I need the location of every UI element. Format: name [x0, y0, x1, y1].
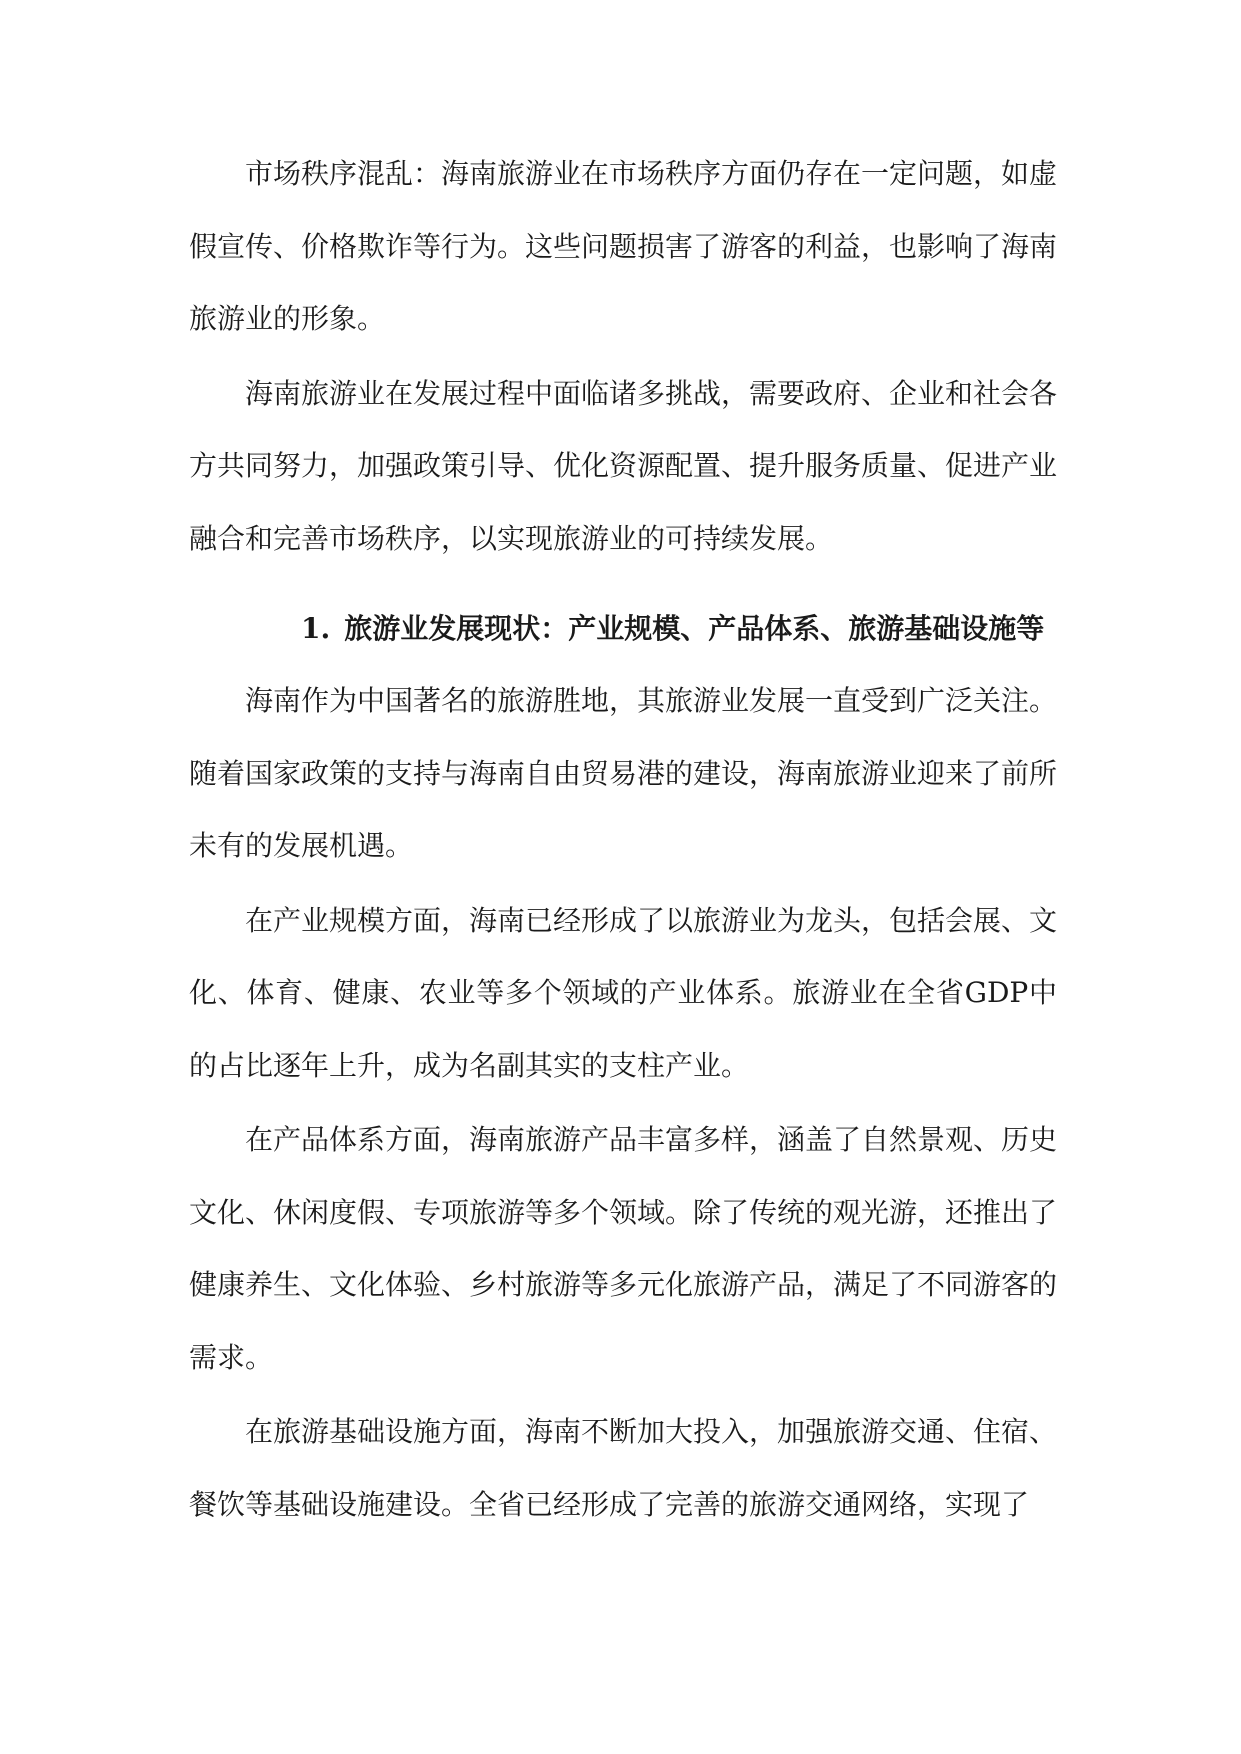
- paragraph-industry-scale: 在产业规模方面，海南已经形成了以旅游业为龙头，包括会展、文化、体育、健康、农业等多个领域的产业体系。旅游业在全省GDP中的占比逐年上升，成为名副其实的支柱产业。: [189, 903, 1058, 1082]
- paragraph-overview: 海南作为中国著名的旅游胜地，其旅游业发展一直受到广泛关注。随着国家政策的支持与海南自由贸易港的建设，海南旅游业迎来了前所未有的发展机遇。: [189, 684, 1058, 862]
- paragraph-infrastructure: 在旅游基础设施方面，海南不断加大投入，加强旅游交通、住宿、餐饮等基础设施建设。全省已经形成了完善的旅游交通网络，实现了: [189, 1415, 1058, 1521]
- section-title: 旅游业发展现状：产业规模、产品体系、旅游基础设施等: [344, 612, 1045, 645]
- section-heading: [189, 593, 1057, 665]
- paragraph-product-system: 在产品体系方面，海南旅游产品丰富多样，涵盖了自然景观、历史文化、休闲度假、专项旅游等多个领域。除了传统的观光游，还推出了健康养生、文化体验、乡村旅游等多元化旅游产品，满足了不同游客的需求。: [189, 1123, 1058, 1374]
- section-number: 1.: [301, 612, 331, 645]
- paragraph-market-order: 市场秩序混乱：海南旅游业在市场秩序方面仍存在一定问题，如虚假宣传、价格欺诈等行为。这些问题损害了游客的利益，也影响了海南旅游业的形象。: [189, 157, 1058, 335]
- paragraph-challenges-summary: 海南旅游业在发展过程中面临诸多挑战，需要政府、企业和社会各方共同努力，加强政策引导、优化资源配置、提升服务质量、促进产业融合和完善市场秩序，以实现旅游业的可持续发展。: [189, 376, 1058, 555]
- document-body: [189, 138, 1057, 1543]
